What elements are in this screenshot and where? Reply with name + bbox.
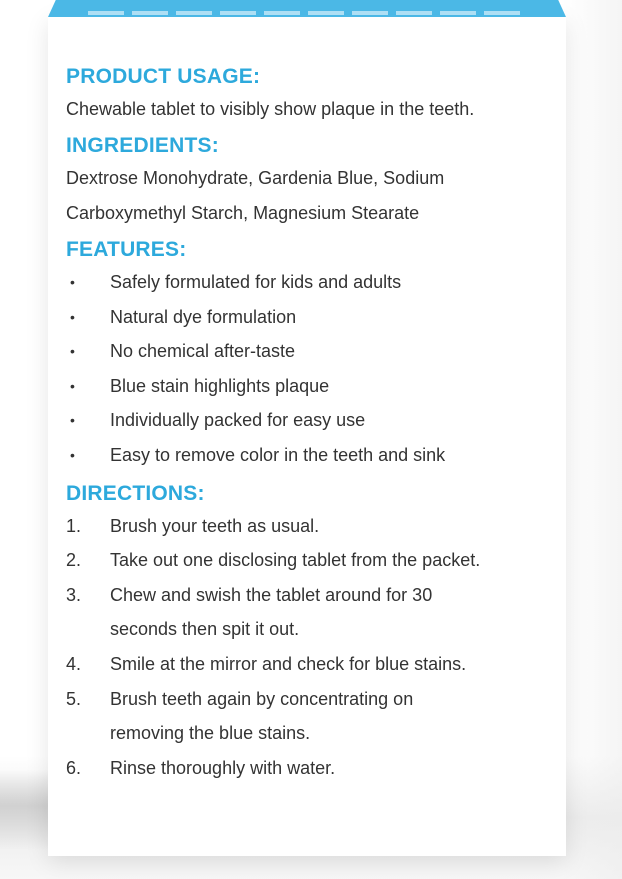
bullet-icon: • [70, 274, 75, 290]
step-number: 1. [66, 515, 82, 536]
feature-text: Individually packed for easy use [110, 410, 366, 431]
bullet-icon: • [70, 446, 75, 463]
list-item [66, 647, 566, 682]
ingredients-line-2: Carboxymethyl Starch, Magnesium Stearate [66, 203, 420, 223]
step-number: 2. [66, 550, 82, 571]
feature-text: Natural dye formulation [110, 306, 297, 327]
list-item [66, 369, 566, 404]
step-number: 3. [66, 584, 82, 605]
list-item-continuation [66, 716, 566, 751]
list-item [66, 438, 566, 473]
step-number: 6. [66, 757, 82, 778]
list-item [66, 543, 566, 578]
step-number: 5. [66, 688, 82, 709]
list-item [66, 509, 566, 544]
step-text: Chew and swish the tablet around for 30 [110, 584, 433, 605]
right-shadow [562, 0, 622, 879]
ingredients-heading: INGREDIENTS: [66, 134, 219, 157]
step-text: Brush teeth again by concentrating on [110, 688, 414, 709]
step-text: Brush your teeth as usual. [110, 515, 320, 536]
bullet-icon: • [70, 308, 75, 325]
list-item [66, 334, 566, 369]
step-number: 4. [66, 653, 82, 674]
left-shadow [0, 770, 52, 850]
feature-text: No chemical after-taste [110, 341, 296, 362]
list-item [66, 682, 566, 717]
list-item [66, 300, 566, 335]
banner-cropped-text [88, 11, 528, 15]
list-item [66, 403, 566, 438]
features-list [66, 265, 566, 473]
step-text: seconds then spit it out. [110, 619, 300, 640]
ingredients-line-1: Dextrose Monohydrate, Gardenia Blue, Sodium [66, 168, 445, 188]
step-text: Rinse thoroughly with water. [110, 757, 336, 778]
bullet-icon: • [70, 412, 75, 429]
top-banner [48, 0, 566, 17]
step-text: Take out one disclosing tablet from the packet. [110, 550, 481, 571]
list-item [66, 578, 566, 613]
usage-text: Chewable tablet to visibly show plaque in the teeth. [66, 99, 475, 119]
bullet-icon: • [70, 343, 75, 360]
list-item [66, 265, 566, 300]
list-item [66, 751, 566, 786]
list-item-continuation [66, 612, 566, 647]
directions-heading: DIRECTIONS: [66, 481, 205, 505]
features-heading: FEATURES: [66, 238, 187, 261]
usage-heading: PRODUCT USAGE: [66, 65, 261, 88]
step-text: Smile at the mirror and check for blue stains. [110, 653, 467, 674]
product-info-content [66, 62, 566, 785]
feature-text: Blue stain highlights plaque [110, 375, 330, 396]
bullet-icon: • [70, 377, 75, 394]
feature-text: Easy to remove color in the teeth and sink [110, 444, 446, 465]
feature-text: Safely formulated for kids and adults [110, 272, 402, 292]
directions-list [66, 509, 566, 786]
step-text: removing the blue stains. [110, 723, 311, 744]
